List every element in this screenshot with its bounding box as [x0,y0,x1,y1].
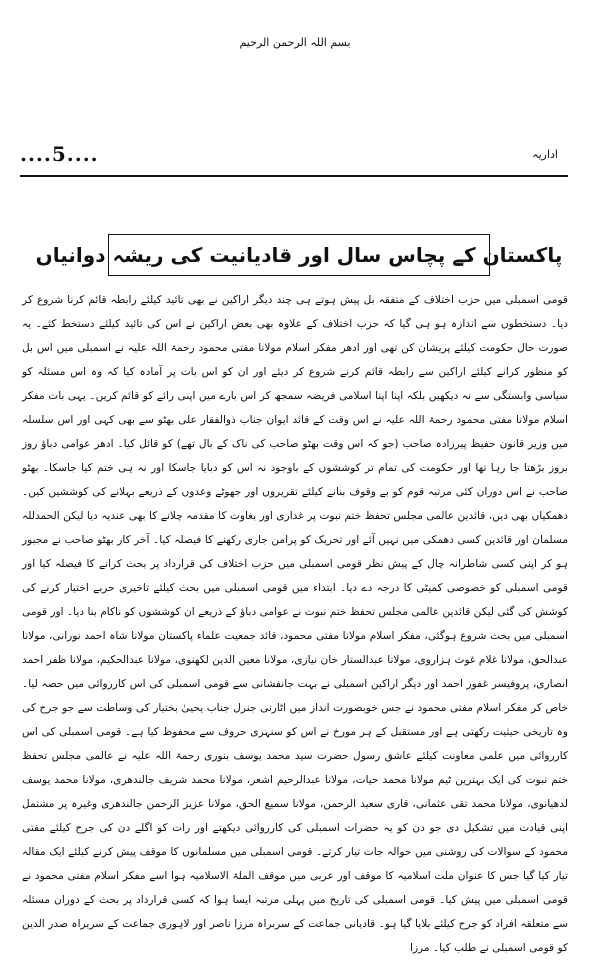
bismillah-heading: بسم اللہ الرحمن الرحیم [239,36,351,49]
article-title: پاکستان کے پچاس سال اور قادیانیت کی ریشہ دوانیاں [35,243,563,267]
section-label-editorial: اداریہ [532,148,558,161]
article-title-box [35,234,563,276]
header-rule [20,175,568,177]
page-number-value: 5 [51,142,67,166]
page-number: ....5.... [20,142,99,166]
article-body: قومی اسمبلی میں حزب اختلاف کے متفقہ بل پیش ہوتے ہی چند دیگر اراکین نے بھی تائید کیلئے رابطہ قائم کرنا شروع کر دیا۔ دستخطوں سے اندازہ ہو ہی گیا کہ حزب اختلاف کے علاوہ بھی بعض اراکین نے اس کی تائید کیلئے دستخط کئے۔ یہ صورت حال حکومت کیلئے پریشان کن تھی اور ادھر مفکر اسلام مولانا مفتی محمود رحمۃ اللہ علیہ نے اسمبلی میں اس بل کو منظور کرانے کیلئے اراکین سے رابطہ قائم کرنے شروع کر دیئے اور ان کو اس بات پر آمادہ کیا کہ وہ اس مسئلہ کو سیاسی وابستگی سے نہ دیکھیں بلکہ اپنا اپنا اسلامی فریضہ سمجھ کر اس بارے میں اپنی رائے کو قائم کریں۔ یہی بات مفکر اسلام مولانا مفتی محمود رحمۃ اللہ علیہ نے اس وقت کے قائد ایوان جناب ذوالفقار علی بھٹو سے بھی کہی اور اس سلسلہ میں وزیر قانون حفیظ پیرزادہ صاحب (جو کہ اس وقت بھٹو صاحب کی ناک کے بال تھے) کو قائل کیا۔ ادھر عوامی دباؤ روز بروز بڑھتا جا رہا تھا اور حکومت کی تمام تر کوششوں کے باوجود نہ اس کو دبایا جاسکا اور نہ ہی ختم کیا جاسکا۔ بھٹو صاحب نے اس دوران کئی مرتبہ قوم کو بے وقوف بنانے کیلئے تقریروں اور جھوٹے وعدوں کے ذریعے بہلانے کی کوششیں کیں۔ دھمکیاں بھی دیں، قائدین عالمی مجلس تحفظ ختم نبوت پر غداری اور بغاوت کا مقدمہ چلانے کا بھی عندیہ دیا لیکن الحمدللہ مسلمان اور قائدین کسی دھمکی میں نہیں آئے اور تحریک کو پرامن جاری رکھنے کا فیصلہ کیا۔ آخر کار بھٹو صاحب نے مجبور ہو کر اپنی کسی شاطرانہ چال کے پیش نظر قومی اسمبلی میں حزب اختلاف کی قرارداد پر بحث کرانے کا فیصلہ کیا اور قومی اسمبلی کو خصوصی کمیٹی کا درجہ دے دیا۔ ابتداء میں قومی اسمبلی میں بحث کیلئے تاخیری حربے اختیار کرنے کی کوشش کی گئی لیکن قائدین عالمی مجلس تحفظ ختم نبوت نے عوامی دباؤ کے ذریعے ان کوششوں کو ناکام بنا دیا۔ اور قومی اسمبلی میں بحث شروع ہوگئی، مفکر اسلام مولانا مفتی محمود، قائد جمعیت علماء پاکستان مولانا شاہ احمد نورانی، مولانا عبدالحق، مولانا غلام غوث ہزاروی، مولانا عبدالستار خان نیازی، مولانا معین الدین لکھنوی، مولانا عبدالحکیم، مولانا ظفر احمد انصاری، پروفیسر غفور احمد اور دیگر اراکین اسمبلی نے بہت جانفشانی سے قومی اسمبلی کی اس کارروائی میں حصہ لیا۔ خاص کر مفکر اسلام مفتی محمود نے جس خوبصورت انداز میں اٹارنی جنرل جناب یحییٰ بختیار کی وساطت سے جو جرح کی وہ تاریخی حیثیت رکھتی ہے اور مستقبل کے ہر مورخ نے اس کو سنہری حروف سے محفوظ کیا ہے۔ قومی اسمبلی کی اس کارروائی میں علمی معاونت کیلئے عاشق رسول حضرت سید محمد یوسف بنوری رحمۃ اللہ علیہ نے عالمی مجلس تحفظ ختم نبوت کی ایک بہترین ٹیم مولانا محمد حیات، مولانا عبدالرحیم اشعر، مولانا محمد شریف جالندھری، مولانا محمد یوسف لدھیانوی، مولانا محمد تقی عثمانی، قاری سعید الرحمن، مولانا سمیع الحق، مولانا عزیز الرحمن جالندھری وغیرہ پر مشتمل اپنی قیادت میں تشکیل دی جو دن کو یہ حضرات اسمبلی کی کارروائی دیکھتے اور رات کو اگلے دن کی جرح کیلئے مفتی محمود کے سوالات کی روشنی میں حوالہ جات تیار کرتے۔ قومی اسمبلی میں مسلمانوں کا موقف پیش کرنے کیلئے ایک مقالہ تیار کیا گیا جس کا عنوان ملت اسلامیہ کا موقف اور عربی میں موقف الملۃ الاسلامیہ ہوا اسے مفکر اسلام مفتی محمود نے قومی اسمبلی میں پیش کیا۔ قومی اسمبلی کی تاریخ میں پہلی مرتبہ ایسا ہوا کہ کسی قرارداد پر بحث کے دوران مسئلہ سے متعلقہ افراد کو جرح کیلئے بلایا گیا ہو۔ قادیانی جماعت کے سربراہ مرزا ناصر اور لاہوری جماعت کے سربراہ صدر الدین کو قومی اسمبلی نے طلب کیا۔ مرزا [22,294,568,954]
